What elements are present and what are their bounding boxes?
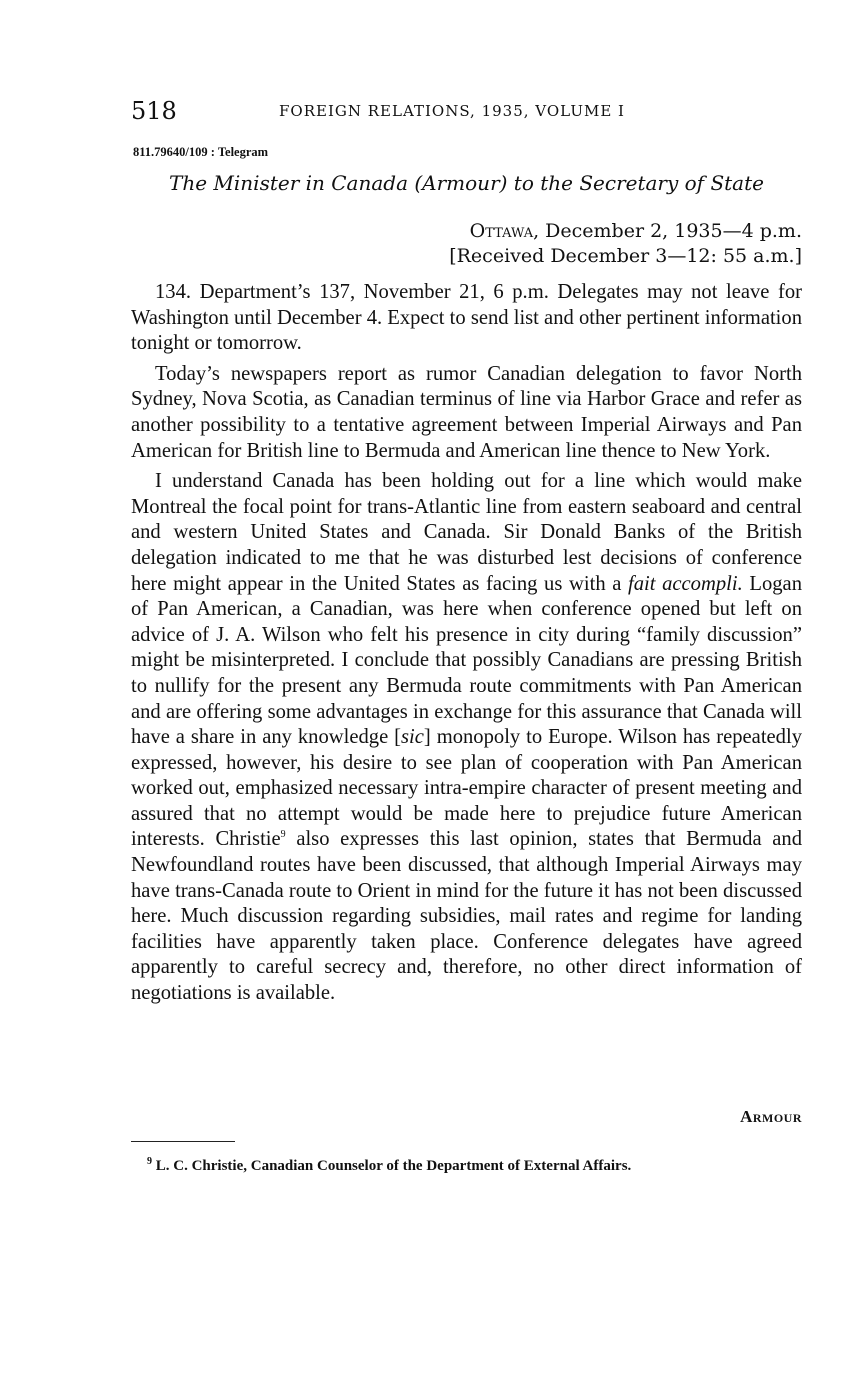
paragraph-1: 134. Department’s 137, November 21, 6 p.m. Delegates may not leave for Washington until December 4. Expect to send list and other pertinent information tonight or tomorrow. [131,281,802,355]
footnote-reference: 9 [280,829,286,841]
document-title: The Minister in Canada (Armour) to the Secretary of State [169,171,764,195]
paragraph-3-text-d: also expresses this last opinion, states that Bermuda and Newfoundland routes have been discussed, that although Imperial Airways may have trans-Canada route to Orient in mind for the future it has not been discussed here. Much discussion regarding subsidies, mail rates and regime for landing facilities have apparently taken place. Conference delegates have agreed apparently to careful secrecy and, therefore, no other direct information of negotiations is available. [131,828,802,1005]
running-title: FOREIGN RELATIONS, 1935, VOLUME I [279,102,625,120]
footnote-text: L. C. Christie, Canadian Counselor of the Department of External Affairs. [152,1158,632,1174]
page-number: 518 [131,97,177,125]
dateline-received: [Received December 3—12: 55 a.m.] [449,245,802,267]
paragraph-3-italic-fait-accompli: fait accompli. [628,572,743,595]
dateline-date: , December 2, 1935—4 p.m. [533,220,802,242]
file-number: 811.79640/109 : Telegram [133,145,269,159]
signature: Armour [740,1107,802,1126]
paragraph-3 [131,469,802,1006]
footnote-marker: 9 [147,1156,152,1167]
paragraph-3-italic-sic: sic [401,726,424,749]
paragraph-3-text-b: Logan of Pan American, a Canadian, was here when conference opened but left on advice of J. A. Wilson who felt his presence in city during “family discussion” might be misinterpreted. I conclude that possibly Canadians are pressing British to nullify for the present any Bermuda route commitments with Pan American and are offering some advantages in exchange for this assurance that Canada will have a share in any knowledge [ [131,572,802,749]
running-head [131,96,802,126]
footnote [147,1158,631,1175]
telegram-body [131,280,802,1012]
dateline-sent [449,219,802,244]
dateline [449,219,802,269]
dateline-place: Ottawa [469,220,534,242]
paragraph-2: Today’s newspapers report as rumor Canadian delegation to favor North Sydney, Nova Scotia, as Canadian terminus of line via Harbor Grace and refer as another possibility to a tentative agreement between Imperial Airways and Pan American for British line to Bermuda and American line thence to New York. [131,362,802,462]
paragraph-3-text-c: ] monopoly to Europe. Wilson has repeatedly expressed, however, his desire to see plan of cooperation with Pan American worked out, emphasized necessary intra-empire character of present meeting and assured that no attempt would be made here to prejudice future American interests. Christie [131,726,802,851]
footnote-divider [131,1141,235,1142]
paragraph-3-text-a: I understand Canada has been holding out for a line which would make Montreal the focal point for trans-Atlantic line from eastern seaboard and central and western United States and Canada. Sir Donald Banks of the British delegation indicated to me that he was disturbed lest decisions of conference here might appear in the United States as facing us with a [131,470,802,595]
